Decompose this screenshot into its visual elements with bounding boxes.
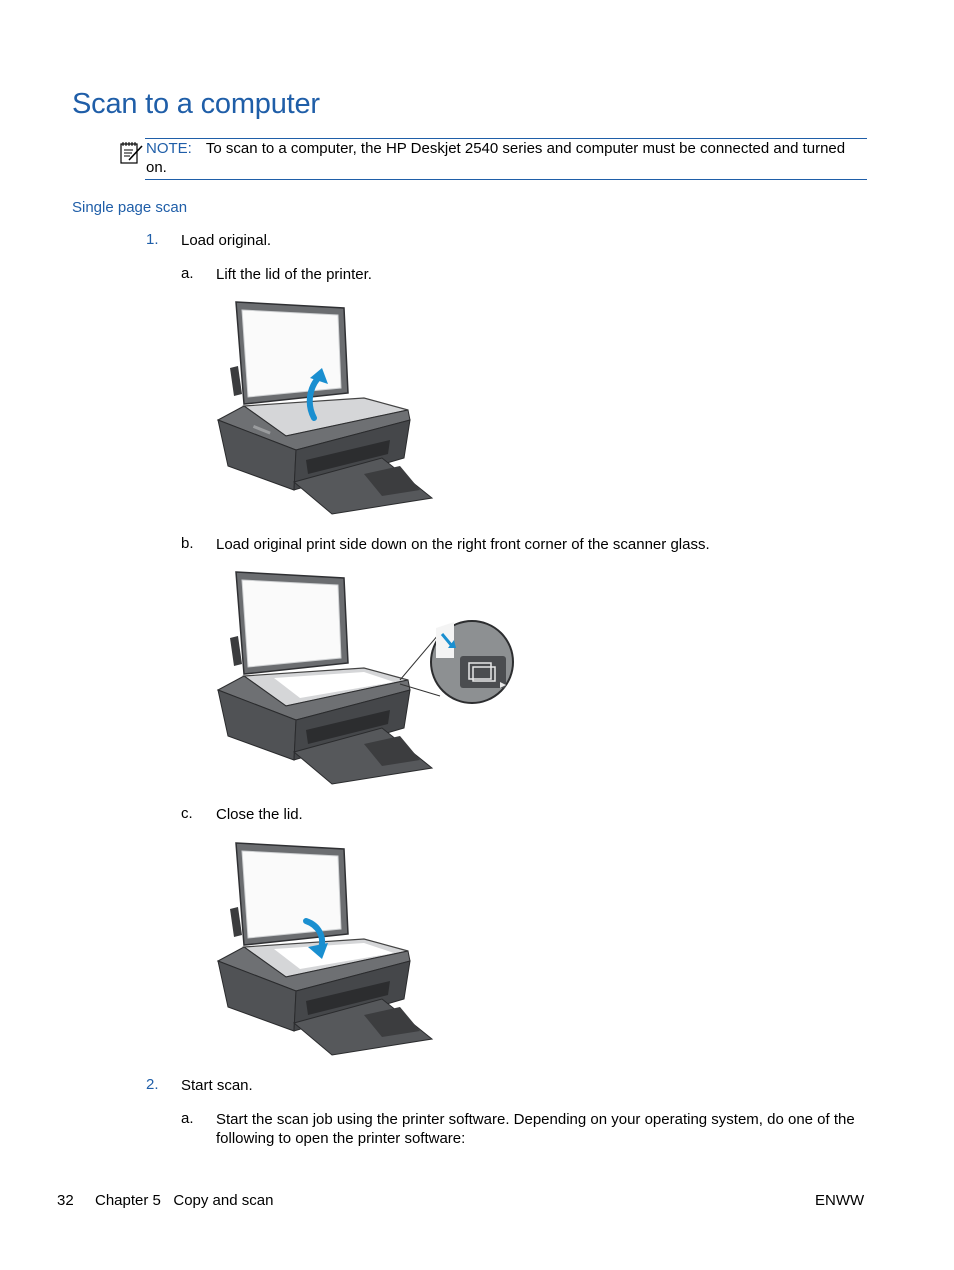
note-body: To scan to a computer, the HP Deskjet 2540 series and computer must be connected and turned on. — [146, 140, 846, 176]
printer-lift-lid-illustration — [214, 298, 434, 516]
section-subheading: Single page scan — [72, 199, 188, 216]
footer-chapter: Chapter 5 Copy and scan — [95, 1192, 274, 1209]
footer-right: ENWW — [815, 1192, 865, 1209]
step-number: 2. — [146, 1076, 159, 1093]
note-text — [146, 139, 864, 177]
step-text: Start scan. — [181, 1077, 253, 1094]
note-pad-icon — [118, 139, 144, 165]
note-label: NOTE: — [146, 140, 192, 157]
substep-letter: b. — [181, 535, 194, 552]
substep-text: Load original print side down on the right front corner of the scanner glass. — [216, 536, 710, 553]
substep-text: Close the lid. — [216, 806, 303, 823]
step-text: Load original. — [181, 232, 272, 249]
step-number: 1. — [146, 231, 159, 248]
substep-letter: a. — [181, 1110, 194, 1127]
substep-letter: a. — [181, 265, 194, 282]
page-title: Scan to a computer — [72, 88, 320, 120]
footer-page-number: 32 — [57, 1192, 74, 1209]
printer-close-lid-illustration — [214, 839, 434, 1057]
printer-load-original-illustration — [214, 568, 519, 786]
substep-letter: c. — [181, 805, 193, 822]
substep-text: Start the scan job using the printer software. Depending on your operating system, do one of the following to open the printer software: — [216, 1111, 855, 1147]
substep-text: Lift the lid of the printer. — [216, 266, 372, 283]
